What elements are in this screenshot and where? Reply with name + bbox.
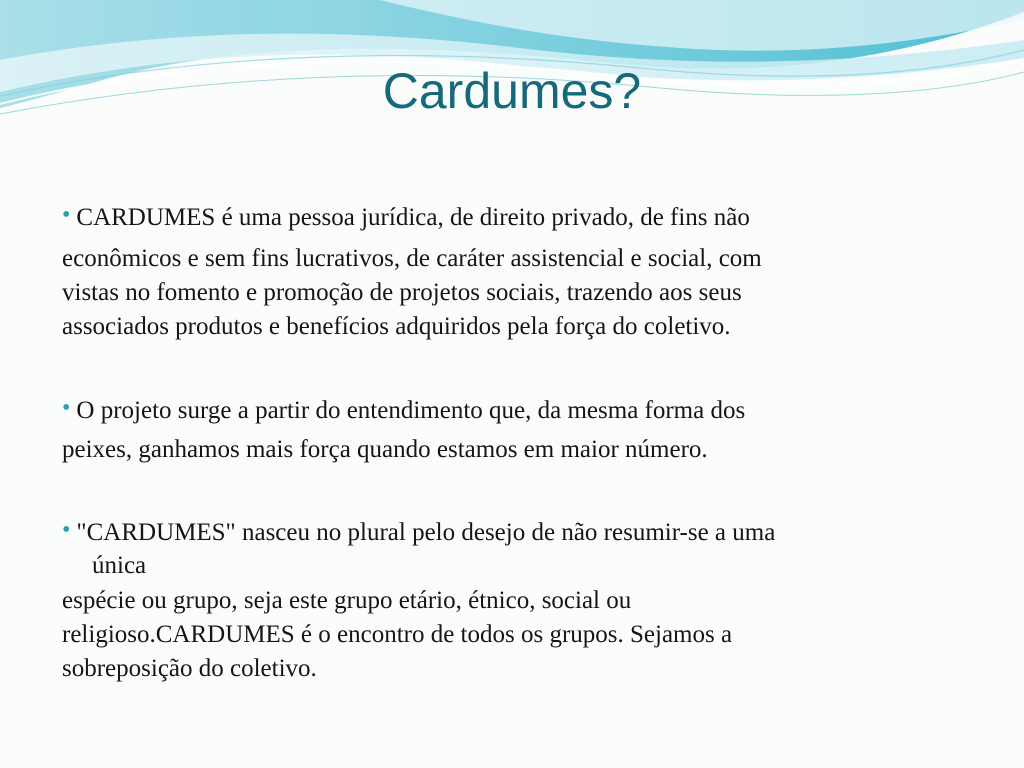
- paragraph-1-line-1: • CARDUMES é uma pessoa jurídica, de direito privado, de fins não: [62, 202, 750, 231]
- paragraph-3-line-4: religioso.CARDUMES é o encontro de todos os grupos. Sejamos a: [62, 621, 733, 648]
- bullet-icon: •: [62, 202, 71, 228]
- paragraph-1-line-4: associados produtos e benefícios adquiridos pela força do coletivo.: [62, 313, 731, 340]
- bullet-icon: •: [62, 517, 71, 543]
- bullet-icon: •: [62, 395, 71, 421]
- slide-title: Cardumes?: [382, 63, 642, 119]
- paragraph-2-line-2: peixes, ganhamos mais força quando estamos em maior número.: [62, 436, 708, 463]
- paragraph-3-line-3: espécie ou grupo, seja este grupo etário, étnico, social ou: [62, 587, 632, 614]
- paragraph-1-line-3: vistas no fomento e promoção de projetos sociais, trazendo aos seus: [62, 279, 742, 306]
- paragraph-3-line-1: • "CARDUMES" nasceu no plural pelo desejo de não resumir-se a uma: [62, 517, 776, 546]
- paragraph-1-line-2: econômicos e sem fins lucrativos, de caráter assistencial e social, com: [62, 245, 762, 272]
- paragraph-2-line-1: • O projeto surge a partir do entendimento que, da mesma forma dos: [62, 395, 746, 424]
- paragraph-3-line-5: sobreposição do coletivo.: [62, 655, 317, 682]
- paragraph-3-line-2: única: [92, 552, 147, 579]
